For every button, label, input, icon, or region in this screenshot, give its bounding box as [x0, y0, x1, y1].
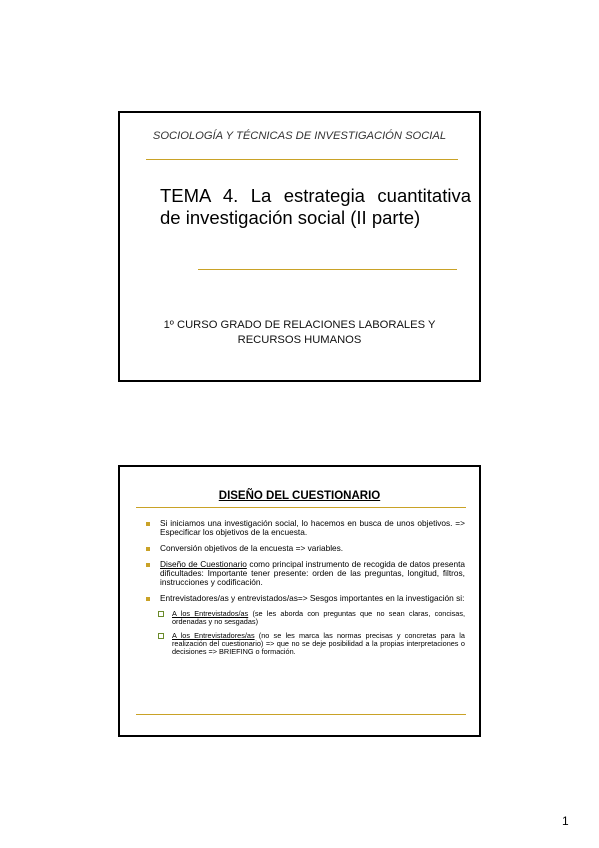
slide-2	[118, 465, 481, 737]
slide-1	[118, 111, 481, 382]
sub-list-item: A los Entrevistados/as (se les aborda con preguntas que no sean claras, concisas, ordenadas y no sesgadas)	[146, 610, 465, 626]
list-item: Conversión objetivos de la encuesta => variables.	[146, 544, 465, 553]
course-line-1: 1º CURSO GRADO DE RELACIONES LABORALES Y	[163, 319, 436, 331]
course-info	[130, 318, 469, 348]
bullet-list	[146, 519, 465, 662]
hollow-square-bullet-icon	[158, 611, 164, 617]
bullet-icon	[146, 547, 150, 551]
course-line-2: RECURSOS HUMANOS	[237, 334, 362, 346]
list-item: Si iniciamos una investigación social, lo hacemos en busca de unos objetivos. => Especificar los objetivos de la encuesta.	[146, 519, 465, 537]
divider	[136, 507, 466, 508]
divider	[136, 714, 466, 715]
bullet-icon	[146, 597, 150, 601]
divider	[198, 269, 457, 270]
title-line-1: TEMA 4. La estrategia cuantitativa	[160, 185, 471, 206]
course-subject: SOCIOLOGÍA Y TÉCNICAS DE INVESTIGACIÓN SOCIAL	[152, 130, 447, 142]
list-item: Entrevistadores/as y entrevistados/as=> Sesgos importantes en la investigación si:	[146, 594, 465, 603]
hollow-square-bullet-icon	[158, 633, 164, 639]
bullet-icon	[146, 522, 150, 526]
title-line-2: de investigación social (II parte)	[160, 207, 421, 228]
list-item: Diseño de Cuestionario como principal instrumento de recogida de datos presenta dificultades: Importante tener presente: orden de las preguntas, longitud, filtros, instrucciones y codificación.	[146, 560, 465, 587]
divider	[146, 159, 458, 160]
slide-title	[160, 185, 471, 229]
slide-title: DISEÑO DEL CUESTIONARIO	[218, 490, 381, 502]
page-number: 1	[562, 814, 569, 828]
sub-list-item: A los Entrevistadores/as (no se les marca las normas precisas y concretas para la realización del cuestionario) => que no se deje posibilidad a la propias interpretaciones o decisiones => BRIEFING o formación.	[146, 632, 465, 656]
bullet-icon	[146, 563, 150, 567]
